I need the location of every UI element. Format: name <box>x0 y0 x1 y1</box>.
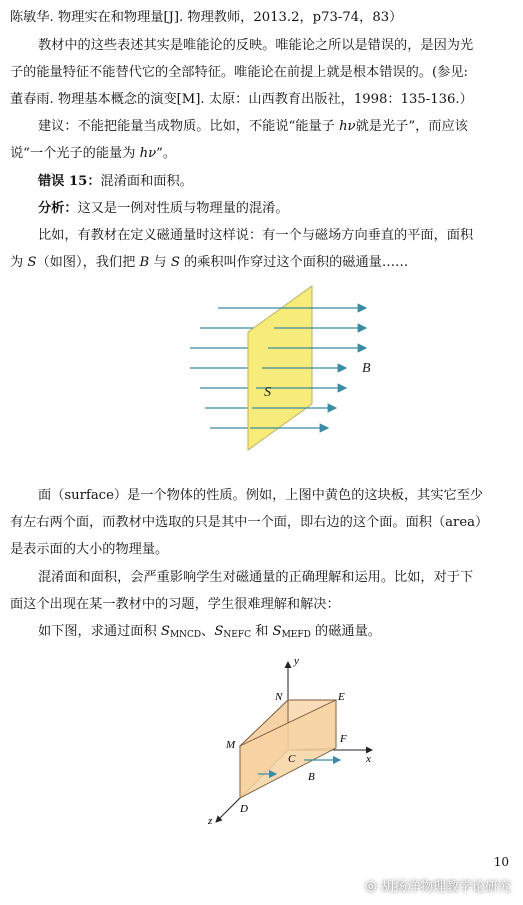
watermark <box>365 876 511 895</box>
label-z: z <box>208 815 213 827</box>
text-line-10 <box>10 254 408 272</box>
label-C: C <box>288 753 296 765</box>
text-span: （如图），我们把 <box>36 255 140 270</box>
text-line-5 <box>38 118 468 136</box>
label-B: B <box>308 771 315 783</box>
symbol-B: B <box>139 255 150 270</box>
symbol-S: S <box>272 624 282 639</box>
text-span: 、 <box>201 624 215 639</box>
text-line-4: 董春雨. 物理基本概念的演变[M]. 太原：山西教育出版社，1998：135-136.） <box>10 92 473 107</box>
text-line-11: 面（surface）是一个物体的性质。例如，上图中黄色的这块板，其实它至少 <box>38 488 484 503</box>
symbol-S: S <box>27 255 37 270</box>
subscript: MEFD <box>281 630 311 640</box>
error-label: 错误 15： <box>38 174 101 189</box>
text-line-14: 混淆面和面积，会严重影响学生对磁通量的正确理解和运用。比如，对于下 <box>38 570 474 585</box>
symbol-S: S <box>214 624 224 639</box>
analysis-heading <box>38 200 289 218</box>
text-line-1: 陈敏华. 物理实在和物理量[J]. 物理教师，2013.2，p73-74，83） <box>10 10 403 25</box>
text-line-9: 比如，有教材在定义磁通量时这样说：有一个与磁场方向垂直的平面，面积 <box>38 228 474 243</box>
analysis-text: 这又是一例对性质与物理量的混淆。 <box>77 201 289 216</box>
text-span: 说“一个光子的能量为 <box>10 146 140 161</box>
text-span: 的磁通量。 <box>310 624 381 639</box>
text-line-12: 有左右两个面，而教材中选取的只是其中一个面，即右边的这个面。面积（area） <box>10 515 489 530</box>
magnetic-flux-plate-figure <box>170 280 390 455</box>
text-span: 建议：不能把能量当成物质。比如，不能说“能量子 <box>38 119 340 134</box>
hv-symbol: hν <box>339 119 356 134</box>
label-M: M <box>226 739 236 751</box>
label-F: F <box>340 733 347 745</box>
text-span: ”。 <box>156 146 177 161</box>
text-line-13: 是表示面的大小的物理量。 <box>10 542 169 557</box>
subscript: MNCD <box>169 630 202 640</box>
label-y: y <box>294 655 299 667</box>
text-line-15: 面这个出现在某一教材中的习题，学生很难理解和解决： <box>10 597 340 612</box>
text-line-3: 子的能量特征不能替代它的全部特征。唯能论在前提上就是根本错误的。(参见: <box>10 65 468 80</box>
text-span: 就是光子”，而应该 <box>355 119 468 134</box>
text-line-6 <box>10 145 176 163</box>
label-x: x <box>366 753 371 765</box>
prism-coordinate-figure <box>200 650 385 830</box>
symbol-S: S <box>170 255 180 270</box>
wechat-icon: ◎ <box>364 877 377 894</box>
analysis-label: 分析： <box>38 201 78 216</box>
subscript: NEFC <box>223 630 251 640</box>
label-B: B <box>362 361 371 376</box>
text-span: 和 <box>250 624 273 639</box>
text-line-2: 教材中的这些表述其实是唯能论的反映。唯能论之所以是错误的，是因为光 <box>38 38 474 53</box>
page-number: 10 <box>493 855 509 869</box>
text-span: 为 <box>10 255 28 270</box>
label-D: D <box>240 803 248 815</box>
text-span: 的乘积叫作穿过这个面积的磁通量…… <box>179 255 409 270</box>
watermark-text: 胡扬洋物理教学论研究 <box>380 880 511 895</box>
error-heading <box>38 173 193 191</box>
label-S: S <box>264 385 271 400</box>
hv-symbol: hν <box>139 146 157 161</box>
text-line-16 <box>38 623 381 644</box>
label-N: N <box>275 691 283 703</box>
label-E: E <box>338 691 345 703</box>
text-span: 与 <box>149 255 171 270</box>
error-text: 混淆面和面积。 <box>100 174 193 189</box>
text-span: 如下图，求通过面积 <box>38 624 161 639</box>
symbol-S: S <box>160 624 170 639</box>
